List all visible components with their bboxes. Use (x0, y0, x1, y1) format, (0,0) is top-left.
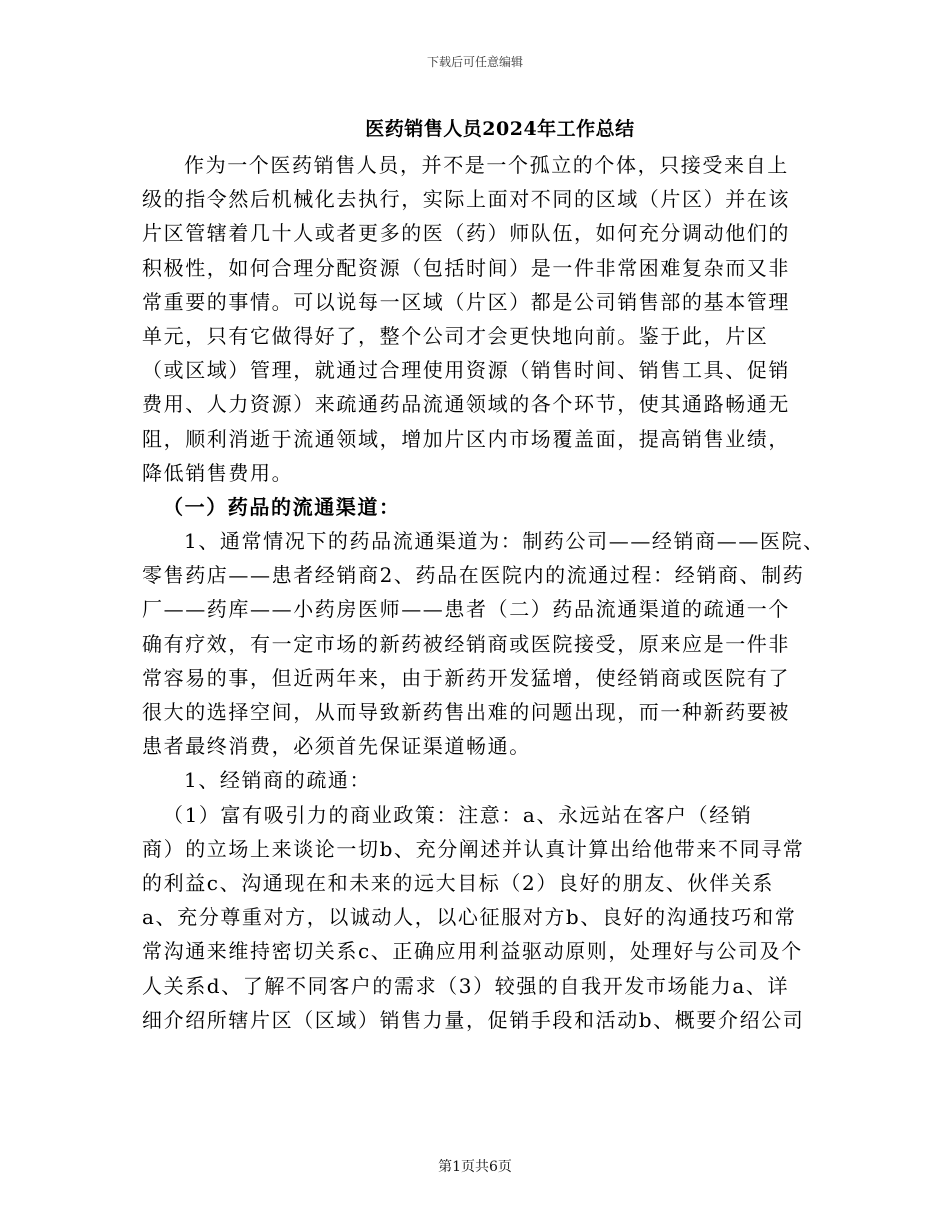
paragraph-line: 级的指令然后机械化去执行，实际上面对不同的区域（片区）并在该 (142, 187, 790, 212)
page-number: 第1页共6页 (438, 1159, 512, 1175)
paragraph-line: 单元，只有它做得好了，整个公司才会更快地向前。鉴于此，片区 (142, 323, 769, 348)
paragraph-line: 厂——药库——小药房医师——患者（二）药品流通渠道的疏通一个 (142, 597, 790, 622)
section-heading: （一）药品的流通渠道： (163, 494, 401, 519)
header-note: 下载后可任意编辑 (426, 55, 523, 69)
paragraph-line: 很大的选择空间，从而导致新药售出难的问题出现，而一种新药要被 (142, 700, 790, 724)
paragraph-line: 零售药店——患者经销商2、药品在医院内的流通过程：经销商、制药 (142, 563, 805, 588)
paragraph-line: a、充分尊重对方，以诚动人，以心征服对方b、良好的沟通技巧和常 (142, 905, 797, 930)
paragraph-line: 人关系d、了解不同客户的需求（3）较强的自我开发市场能力a、详 (142, 973, 790, 998)
paragraph-line: 常重要的事情。可以说每一区域（片区）都是公司销售部的基本管理 (142, 289, 790, 314)
paragraph-line: 1、通常情况下的药品流通渠道为：制药公司——经销商——医院、 (184, 529, 825, 554)
paragraph-line: （或区域）管理，就通过合理使用资源（销售时间、销售工具、促销 (142, 358, 790, 383)
document-body (142, 148, 825, 1037)
paragraph-line: 确有疗效，有一定市场的新药被经销商或医院接受，原来应是一件非 (142, 631, 790, 656)
paragraph-line: 片区管辖着几十人或者更多的医（药）师队伍，如何充分调动他们的 (142, 221, 790, 246)
paragraph-line: 常沟通来维持密切关系c、正确应用利益驱动原则，处理好与公司及个 (142, 939, 803, 964)
document-title: 医药销售人员2024年工作总结 (365, 118, 635, 140)
paragraph-line: 的利益c、沟通现在和未来的远大目标（2）良好的朋友、伙伴关系 (142, 870, 774, 895)
paragraph-line: （1）富有吸引力的商业政策：注意：a、永远站在客户（经销 (163, 802, 753, 827)
paragraph-line: 常容易的事，但近两年来，由于新药开发猛增，使经销商或医院有了 (142, 665, 790, 690)
paragraph-line: 费用、人力资源）来疏通药品流通领域的各个环节，使其通路畅通无 (142, 392, 790, 417)
paragraph-line: 积极性，如何合理分配资源（包括时间）是一件非常困难复杂而又非 (142, 255, 790, 280)
paragraph-line: 阻，顺利消逝于流通领域，增加片区内市场覆盖面，提高销售业绩， (142, 426, 790, 451)
paragraph-line: 细介绍所辖片区（区域）销售力量，促销手段和活动b、概要介绍公司 (142, 1007, 805, 1032)
paragraph-line: 患者最终消费，必须首先保证渠道畅通。 (142, 734, 531, 759)
paragraph-line: 作为一个医药销售人员，并不是一个孤立的个体，只接受来自上 (184, 153, 789, 177)
paragraph-line: 商）的立场上来谈论一切b、充分阐述并认真计算出给他带来不同寻常 (142, 836, 805, 861)
paragraph-line: 降低销售费用。 (142, 460, 294, 485)
subsection-heading: 1、经销商的疏通： (184, 768, 372, 793)
